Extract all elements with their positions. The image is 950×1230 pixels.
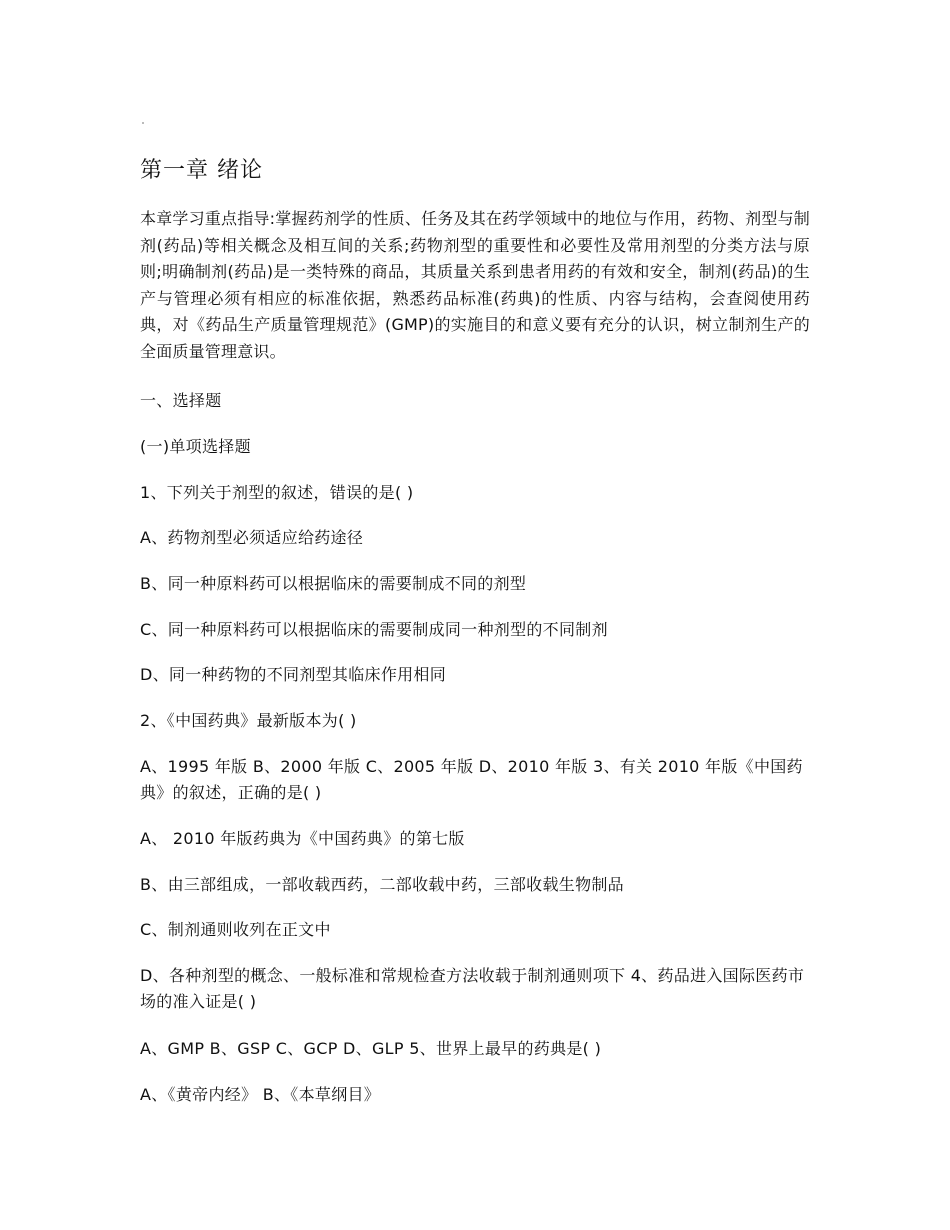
subsection-heading: (一)单项选择题 [140,437,251,456]
question-1-option-a: A、药物剂型必须适应给药途径 [140,528,364,547]
question-5-options-a-b: A、《黄帝内经》 B、《本草纲目》 [140,1085,381,1104]
question-1-option-d: D、同一种药物的不同剂型其临床作用相同 [140,665,447,684]
chapter-intro-paragraph: 本章学习重点指导:掌握药剂学的性质、任务及其在药学领域中的地位与作用，药物、剂型与制剂(药品)等相关概念及相互间的关系;药物剂型的重要性和必要性及常用剂型的分类方法与原则;明确制剂(药品)是一类特殊的商品，其质量关系到患者用药的有效和安全，制剂(药品)的生产与管理必须有相应的标准依据，熟悉药品标准(药典)的性质、内容与结构，会查阅使用药典，对《药品生产质量管理规范》(GMP)的实施目的和意义要有充分的认识，树立制剂生产的全面质量管理意识。 [140,209,810,361]
question-1: 1、下列关于剂型的叙述，错误的是( ) [140,483,414,502]
question-1-option-c: C、同一种原料药可以根据临床的需要制成同一种剂型的不同制剂 [140,620,608,639]
question-4-options-and-question-5: A、GMP B、GSP C、GCP D、GLP 5、世界上最早的药典是( ) [140,1039,602,1058]
question-3-option-a: A、 2010 年版药典为《中国药典》的第七版 [140,829,465,848]
question-2-options-and-question-3: A、1995 年版 B、2000 年版 C、2005 年版 D、2010 年版 3、有关 2010 年版《中国药典》的叙述，正确的是( ) [140,757,803,802]
question-3-option-c: C、制剂通则收列在正文中 [140,920,331,939]
question-3-option-b: B、由三部组成，一部收载西药，二部收载中药，三部收载生物制品 [140,875,624,894]
question-3-option-d-and-question-4: D、各种剂型的概念、一般标准和常规检查方法收载于制剂通则项下 4、药品进入国际医药市场的准入证是( ) [140,966,805,1011]
page-dot-mark [142,122,144,124]
chapter-title: 第一章 绪论 [140,158,263,183]
section-heading: 一、选择题 [140,391,222,410]
question-2: 2、《中国药典》最新版本为( ) [140,711,357,730]
question-1-option-b: B、同一种原料药可以根据临床的需要制成不同的剂型 [140,574,527,593]
